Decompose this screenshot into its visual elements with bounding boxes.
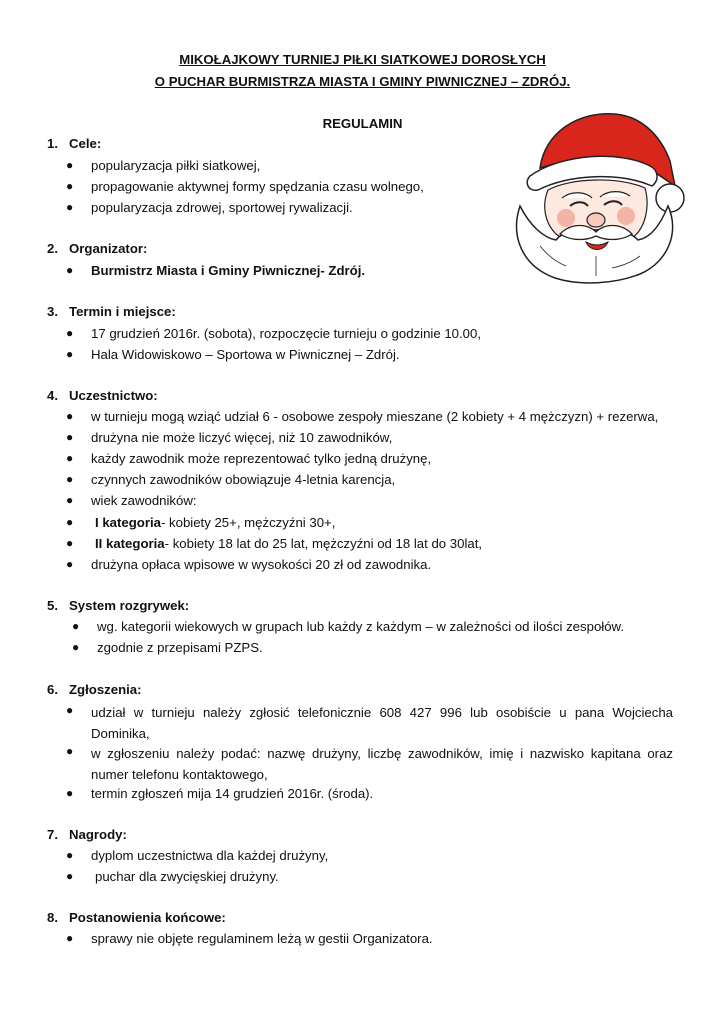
document-title-line1: MIKOŁAJKOWY TURNIEJ PIŁKI SIATKOWEJ DOROSŁYCH — [179, 52, 546, 67]
section-heading: 1. Cele: — [47, 136, 102, 151]
section-heading: 6. Zgłoszenia: — [47, 682, 142, 697]
document-subtitle: REGULAMIN — [322, 116, 403, 131]
santa-claus-icon — [500, 106, 685, 284]
document-title-line2: O PUCHAR BURMISTRZA MIASTA I GMINY PIWNICZNEJ – ZDRÓJ. — [154, 74, 571, 89]
section-heading: 7. Nagrody: — [47, 827, 127, 842]
section-heading: 5. System rozgrywek: — [47, 598, 190, 613]
section-heading: 4. Uczestnictwo: — [47, 388, 158, 403]
section-heading: 3. Termin i miejsce: — [47, 304, 176, 319]
section-heading: 2. Organizator: — [47, 241, 148, 256]
section-heading: 8. Postanowienia końcowe: — [47, 910, 226, 925]
